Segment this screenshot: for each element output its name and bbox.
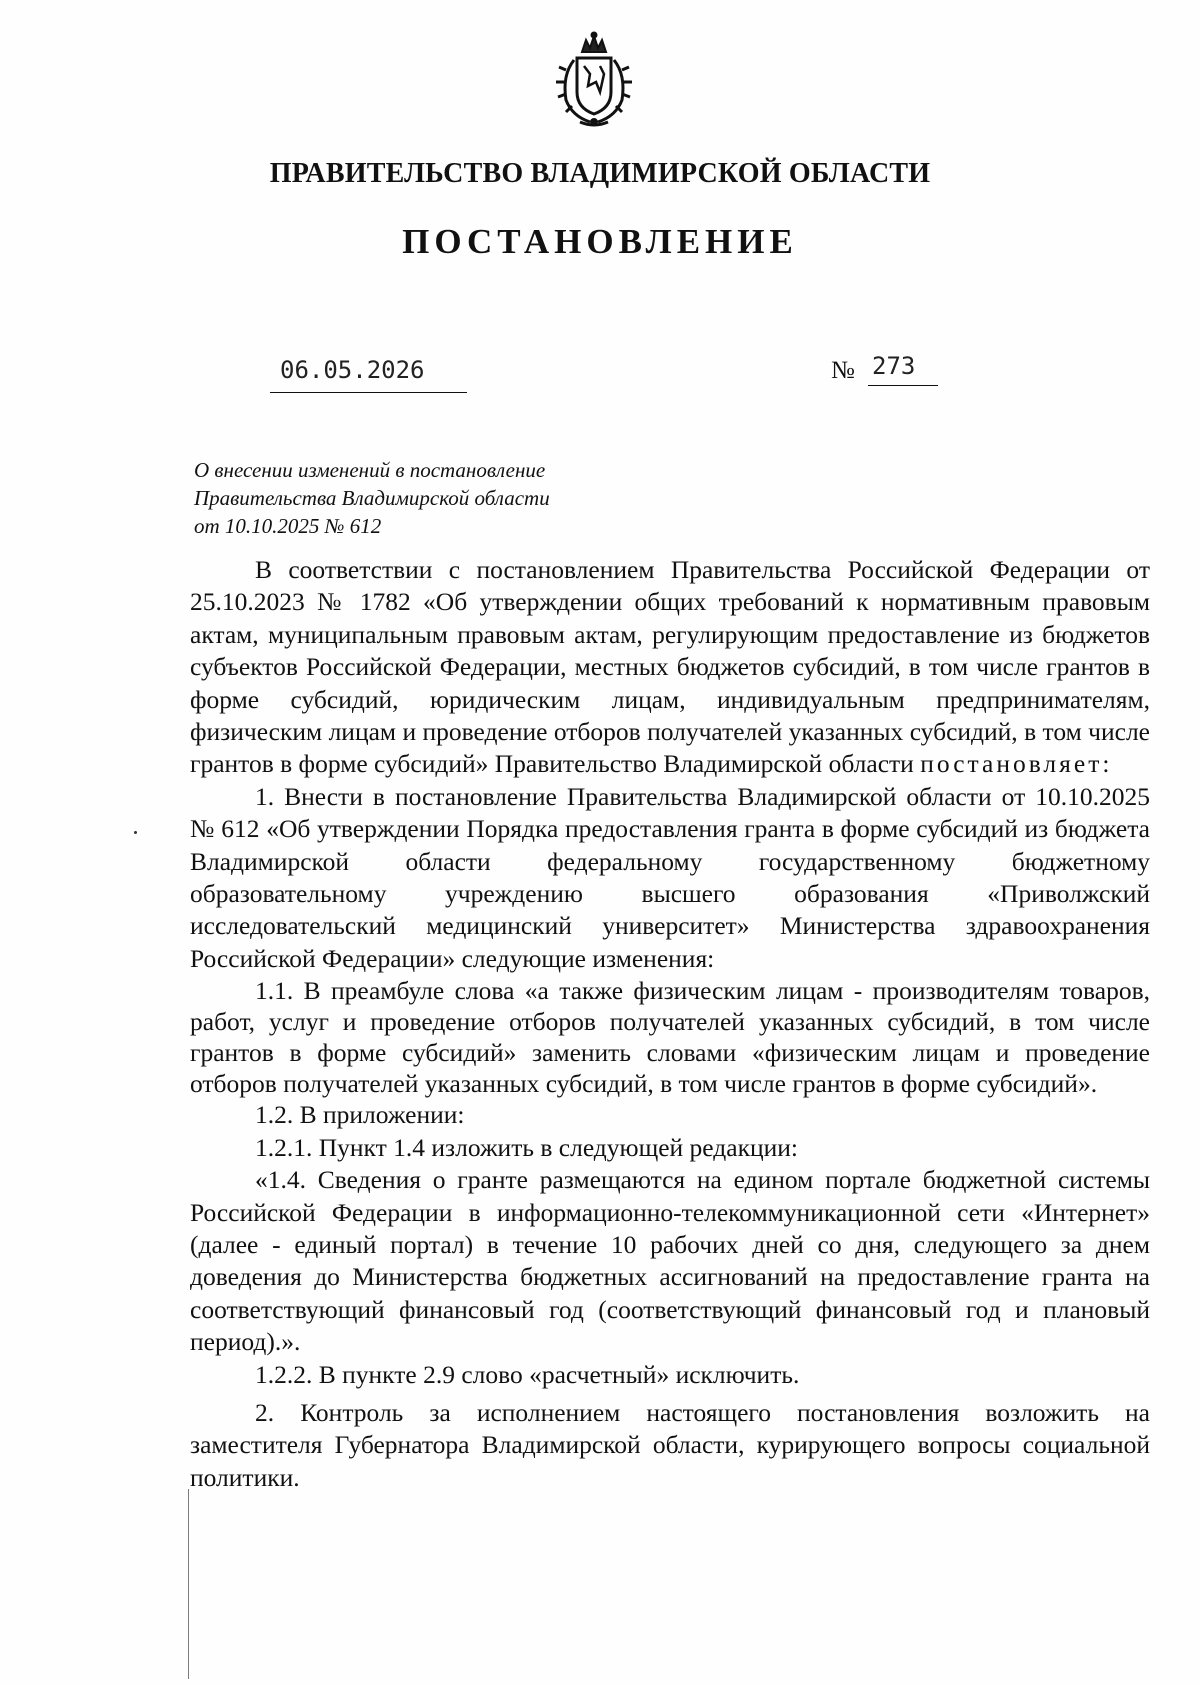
paragraph-item-1-2-1: 1.2.1. Пункт 1.4 изложить в следующей редакции: (255, 1132, 798, 1162)
document-type: ПОСТАНОВЛЕНИЕ (402, 222, 798, 261)
document-date: 06.05.2026 (280, 356, 425, 384)
document-number: 273 (872, 352, 916, 380)
paragraph-item-1: 1. Внести в постановление Правительства Владимирской области от 10.10.2025 № 612 «Об утверждении Порядка предоставления гранта в форме субсидий из бюджета Владимирской области федеральному государственному бюджетному образовательному учреждению высшего образования «Приволжский исследовательский медицинский университет» Министерства здравоохранения Российской Федерации» следующие изменения: (190, 781, 1150, 973)
paragraph-item-2: 2. Контроль за исполнением настоящего постановления возложить на заместителя Губернатора Владимирской области, курирующего вопросы социальной политики. (190, 1397, 1150, 1492)
date-underline (270, 392, 467, 393)
organization-name: ПРАВИТЕЛЬСТВО ВЛАДИМИРСКОЙ ОБЛАСТИ (269, 158, 931, 189)
paragraph-item-1-1: 1.1. В преамбуле слова «а также физическим лицам - производителям товаров, работ, услуг и проведение отборов получателей указанных субсидий, в том числе грантов в форме субсидий» заменить словами «физическим лицам и проведение отборов получателей указанных субсидий, в том числе грантов в форме субсидий». (190, 976, 1150, 1099)
number-sign: № (831, 357, 855, 384)
paragraph-quote-1-4: «1.4. Сведения о гранте размещаются на едином портале бюджетной системы Российской Федерации в информационно-телекоммуникационной сети «Интернет» (далее - единый портал) в течение 10 рабочих дней со дня, следующего за днем доведения до Министерства бюджетных ассигнований на предоставление гранта на соответствующий финансовый год (соответствующий финансовый год и плановый период).». (190, 1165, 1150, 1357)
subject-line: О внесении изменений в постановление (194, 458, 546, 482)
document-body (190, 554, 1150, 1494)
subject-line: от 10.10.2025 № 612 (194, 514, 382, 538)
preamble-paragraph (190, 554, 1150, 781)
coat-of-arms-icon (544, 30, 644, 130)
decree-word: постановляет: (920, 749, 1113, 779)
paragraph-item-1-2: 1.2. В приложении: (255, 1100, 465, 1130)
number-underline (868, 385, 938, 386)
preamble-text: В соответствии с постановлением Правительства Российской Федерации от 25.10.2023 № 1782 «Об утверждении общих требований к нормативным правовым актам, муниципальным правовым актам, регулирующим предоставление из бюджетов субъектов Российской Федерации, местных бюджетов субсидий, в том числе грантов в форме субсидий, юридическим лицам, индивидуальным предпринимателям, физическим лицам и проведение отборов получателей указанных субсидий, в том числе грантов в форме субсидий» Правительство Владимирской области (190, 555, 1150, 779)
scan-speck (134, 831, 137, 834)
margin-line (188, 1489, 189, 1679)
document-subject (194, 456, 654, 540)
subject-line: Правительства Владимирской области (194, 486, 550, 510)
paragraph-item-1-2-2: 1.2.2. В пункте 2.9 слово «расчетный» исключить. (255, 1359, 800, 1389)
